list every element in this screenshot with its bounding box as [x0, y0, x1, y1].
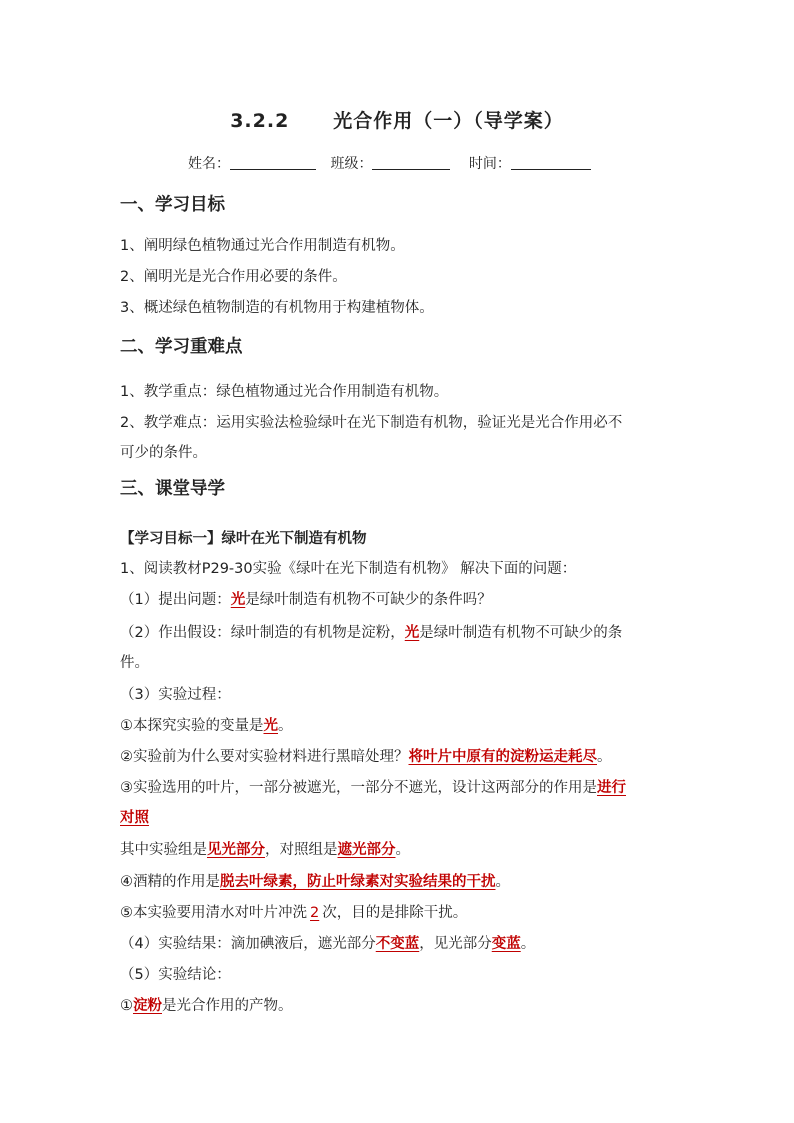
page-title	[0, 106, 794, 133]
section1-item-3: 3、概述绿色植物制造的有机物用于构建植物体。	[120, 300, 434, 316]
s5-text: ⑤本实验要用清水对叶片冲洗	[120, 905, 307, 921]
s3-answer-part2: 对照	[120, 810, 149, 826]
step-4	[120, 870, 510, 891]
question-2-line2: 件。	[120, 655, 149, 671]
section1-item-1: 1、阐明绿色植物通过光合作用制造有机物。	[120, 238, 405, 254]
s3-answer-part1: 进行	[597, 780, 626, 796]
step-1	[120, 714, 293, 735]
question-1	[120, 588, 492, 609]
title-number: 3.2.2	[230, 110, 290, 132]
section1-heading: 一、学习目标	[120, 195, 225, 215]
name-label: 姓名：	[188, 156, 230, 172]
q2-answer: 光	[404, 625, 420, 641]
s1-text-end: 。	[278, 718, 293, 734]
s4-text: ④酒精的作用是	[120, 874, 220, 890]
section2-item-2-line2: 可少的条件。	[120, 445, 207, 461]
c1-text-end: 是光合作用的产物。	[162, 998, 293, 1014]
s3b-text-mid: ，对照组是	[265, 842, 338, 858]
reading-intro: 1、阅读教材P29-30实验《绿叶在光下制造有机物》 解决下面的问题：	[120, 561, 577, 577]
s3-text: ③实验选用的叶片，一部分被遮光，一部分不遮光，设计这两部分的作用是	[120, 780, 597, 796]
s1-answer: 光	[263, 718, 278, 734]
s2-text-end: 。	[597, 749, 612, 765]
section3-heading: 三、课堂导学	[120, 479, 225, 499]
time-label: 时间：	[468, 156, 511, 172]
step-5	[120, 901, 467, 922]
question-5: （5）实验结论：	[120, 967, 231, 983]
class-blank[interactable]	[372, 155, 450, 170]
step-3-groups	[120, 838, 410, 859]
q1-answer: 光	[230, 592, 246, 608]
student-info-line	[188, 153, 591, 173]
q1-text: （1）提出问题：	[120, 592, 231, 608]
q4-text-end: 。	[520, 936, 536, 952]
step-3-line2	[120, 806, 149, 827]
q4-text-mid: ，见光部分	[419, 936, 492, 952]
name-blank[interactable]	[230, 155, 316, 170]
objective-heading: 【学习目标一】绿叶在光下制造有机物	[120, 531, 367, 547]
s5-answer: 2	[310, 905, 320, 921]
question-4	[120, 932, 535, 953]
q2-text: （2）作出假设：绿叶制造的有机物是淀粉，	[120, 625, 405, 641]
time-blank[interactable]	[511, 155, 591, 170]
c1-text: ①	[120, 998, 133, 1014]
question-3: （3）实验过程：	[120, 687, 231, 703]
title-text: 光合作用（一）（导学案）	[333, 110, 564, 132]
section2-item-2-line1: 2、教学难点：运用实验法检验绿叶在光下制造有机物，验证光是光合作用必不	[120, 415, 623, 431]
step-3	[120, 776, 626, 797]
section2-heading: 二、学习重难点	[120, 337, 243, 357]
s4-answer: 脱去叶绿素，防止叶绿素对实验结果的干扰	[220, 874, 496, 890]
control-group-answer: 遮光部分	[337, 842, 396, 858]
s2-answer: 将叶片中原有的淀粉运走耗尽	[408, 749, 597, 765]
s3b-text: 其中实验组是	[120, 842, 207, 858]
question-2	[120, 621, 622, 642]
s2-text: ②实验前为什么要对实验材料进行黑暗处理？	[120, 749, 409, 765]
q1-text-end: 是绿叶制造有机物不可缺少的条件吗？	[245, 592, 492, 608]
s1-text: ①本探究实验的变量是	[120, 718, 264, 734]
q4-text: （4）实验结果：滴加碘液后，遮光部分	[120, 936, 376, 952]
section2-item-1: 1、教学重点：绿色植物通过光合作用制造有机物。	[120, 384, 449, 400]
q4-answer-2: 变蓝	[491, 936, 521, 952]
s5-text-end: 次，目的是排除干扰。	[322, 905, 468, 921]
step-2	[120, 745, 612, 766]
q4-answer-1: 不变蓝	[375, 936, 420, 952]
c1-answer: 淀粉	[133, 998, 162, 1014]
s3b-text-end: 。	[395, 842, 410, 858]
conclusion-1	[120, 994, 293, 1015]
s4-text-end: 。	[495, 874, 510, 890]
class-label: 班级：	[330, 156, 373, 172]
experimental-group-answer: 见光部分	[207, 842, 265, 858]
section1-item-2: 2、阐明光是光合作用必要的条件。	[120, 269, 347, 285]
q2-text-end: 是绿叶制造有机物不可缺少的条	[419, 625, 623, 641]
